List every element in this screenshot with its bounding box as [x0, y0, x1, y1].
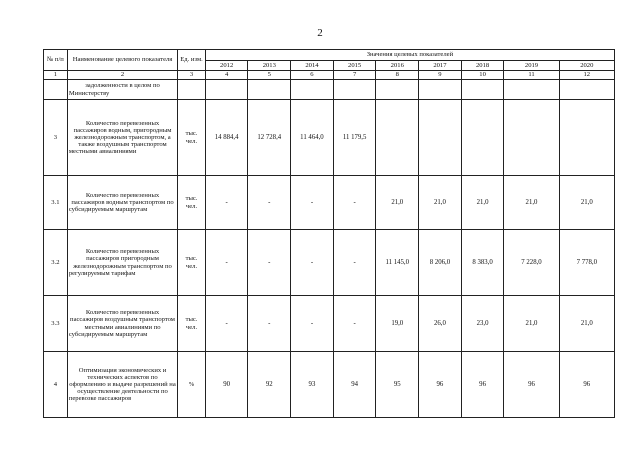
column-number: 12	[559, 71, 614, 80]
indicator-value	[461, 100, 504, 176]
indicator-value: -	[205, 230, 248, 296]
indicator-value: 21,0	[504, 176, 559, 230]
indicator-value	[248, 80, 291, 100]
indicator-value: 23,0	[461, 296, 504, 352]
header-num: № п/п	[44, 50, 68, 71]
indicator-value: -	[248, 176, 291, 230]
row-number: 3.3	[44, 296, 68, 352]
column-number: 2	[67, 71, 177, 80]
indicator-unit: тыс. чел.	[178, 296, 206, 352]
header-year: 2020	[559, 61, 614, 71]
column-number: 6	[291, 71, 334, 80]
row-number: 4	[44, 352, 68, 418]
indicator-value: 14 884,4	[205, 100, 248, 176]
indicator-value	[205, 80, 248, 100]
indicator-value: -	[205, 296, 248, 352]
indicator-value: -	[205, 176, 248, 230]
indicator-value: 21,0	[559, 176, 614, 230]
indicator-name: Количество перевезенных пассажиров пригородным железнодорожным транспортом по регулируемым тарифам	[67, 230, 177, 296]
indicator-value: -	[248, 296, 291, 352]
indicator-value: 7 228,0	[504, 230, 559, 296]
indicator-value: 21,0	[376, 176, 419, 230]
header-unit: Ед. изм.	[178, 50, 206, 71]
indicator-unit: тыс. чел.	[178, 176, 206, 230]
header-values-group: Значения целевых показателей	[205, 50, 614, 61]
indicator-value: 11 145,0	[376, 230, 419, 296]
column-number: 3	[178, 71, 206, 80]
indicator-value: 94	[333, 352, 376, 418]
indicator-value: 21,0	[461, 176, 504, 230]
column-number: 7	[333, 71, 376, 80]
table-row	[44, 230, 615, 296]
indicator-value: 21,0	[419, 176, 462, 230]
indicator-value	[419, 80, 462, 100]
indicator-name: Количество перевезенных пассажиров водным, пригородным железнодорожным транспортом, а также воздушным транспортом местными авиалиниями	[67, 100, 177, 176]
header-year: 2014	[291, 61, 334, 71]
indicator-value	[504, 80, 559, 100]
table-row	[44, 176, 615, 230]
header-year: 2013	[248, 61, 291, 71]
indicator-value: -	[291, 230, 334, 296]
column-number: 8	[376, 71, 419, 80]
indicator-unit: тыс. чел.	[178, 100, 206, 176]
column-number: 5	[248, 71, 291, 80]
indicator-value: 90	[205, 352, 248, 418]
header-name: Наименование целевого показателя	[67, 50, 177, 71]
indicator-value: 96	[419, 352, 462, 418]
indicator-unit	[178, 80, 206, 100]
indicator-name: Оптимизация экономических и технических аспектов по оформлению и выдаче разрешений на осуществление деятельности по перевозке пассажиров	[67, 352, 177, 418]
indicator-value: 96	[461, 352, 504, 418]
indicator-value	[559, 80, 614, 100]
indicator-value: 8 206,0	[419, 230, 462, 296]
row-number: 3.2	[44, 230, 68, 296]
header-year: 2017	[419, 61, 462, 71]
indicator-value	[461, 80, 504, 100]
table-row	[44, 100, 615, 176]
indicator-value: 21,0	[559, 296, 614, 352]
indicator-value	[376, 80, 419, 100]
indicator-value: 19,0	[376, 296, 419, 352]
header-year: 2019	[504, 61, 559, 71]
indicator-value: 93	[291, 352, 334, 418]
indicator-value: -	[333, 230, 376, 296]
indicator-value	[559, 100, 614, 176]
indicator-unit: %	[178, 352, 206, 418]
column-number: 4	[205, 71, 248, 80]
column-number: 9	[419, 71, 462, 80]
row-number: 3	[44, 100, 68, 176]
indicator-value: 96	[559, 352, 614, 418]
indicator-name: Количество перевезенных пассажиров воздушным транспортом местными авиалиниями по субсидируемым маршрутам	[67, 296, 177, 352]
column-number: 11	[504, 71, 559, 80]
indicator-value: -	[291, 176, 334, 230]
header-year: 2018	[461, 61, 504, 71]
table-row	[44, 80, 615, 100]
header-year: 2016	[376, 61, 419, 71]
indicator-value: -	[333, 296, 376, 352]
page-number: 2	[317, 27, 323, 39]
indicator-value	[291, 80, 334, 100]
table-row	[44, 296, 615, 352]
header-year: 2015	[333, 61, 376, 71]
indicator-unit: тыс. чел.	[178, 230, 206, 296]
indicator-value: -	[248, 230, 291, 296]
indicator-value: 92	[248, 352, 291, 418]
indicator-value: -	[333, 176, 376, 230]
indicator-value: 26,0	[419, 296, 462, 352]
indicator-value	[333, 80, 376, 100]
indicator-value	[376, 100, 419, 176]
indicator-name: Количество перевезенных пассажиров водным транспортом по субсидируемым маршрутам	[67, 176, 177, 230]
indicator-value: 96	[504, 352, 559, 418]
table-row	[44, 352, 615, 418]
target-indicators-table	[43, 49, 615, 418]
indicator-value: 7 778,0	[559, 230, 614, 296]
indicator-value	[419, 100, 462, 176]
indicator-value: 11 179,5	[333, 100, 376, 176]
row-number: 3.1	[44, 176, 68, 230]
indicator-value	[504, 100, 559, 176]
indicator-name: задолженности в целом по Министерству	[67, 80, 177, 100]
indicator-value: 8 383,0	[461, 230, 504, 296]
indicator-value: 95	[376, 352, 419, 418]
indicator-value: 21,0	[504, 296, 559, 352]
indicator-value: -	[291, 296, 334, 352]
header-year: 2012	[205, 61, 248, 71]
indicator-value: 11 464,0	[291, 100, 334, 176]
indicator-value: 12 728,4	[248, 100, 291, 176]
row-number	[44, 80, 68, 100]
column-number: 1	[44, 71, 68, 80]
column-number: 10	[461, 71, 504, 80]
